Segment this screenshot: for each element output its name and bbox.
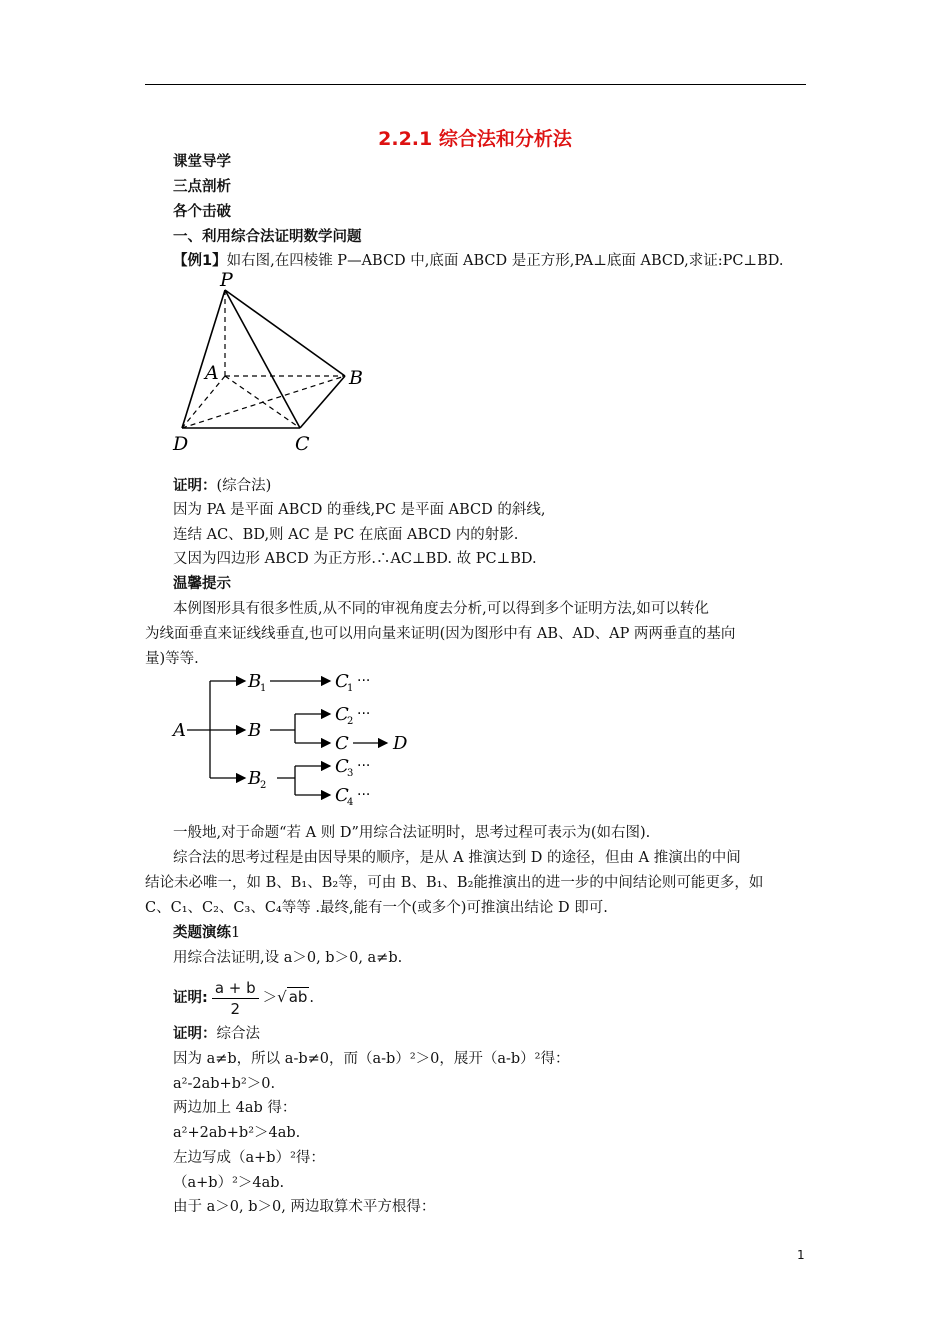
proof-line-3: 又因为四边形 ABCD 为正方形.∴AC⊥BD. 故 PC⊥BD. bbox=[173, 551, 537, 567]
flow-dots-4: ··· bbox=[357, 787, 371, 803]
flow-B: B bbox=[248, 720, 262, 741]
heading-breakthrough: 各个击破 bbox=[173, 204, 231, 220]
proof2-line-7: 由于 a＞0, b＞0, 两边取算术平方根得： bbox=[173, 1199, 436, 1215]
fraction-numerator: a + b bbox=[212, 978, 259, 999]
proof-line-2: 连结 AC、BD,则 AC 是 PC 在底面 ABCD 内的射影. bbox=[173, 527, 519, 543]
flow-C4-sub: 4 bbox=[347, 797, 354, 808]
proof-method: (综合法) bbox=[216, 478, 272, 494]
flow-dots-3: ··· bbox=[357, 758, 371, 774]
edge-PD bbox=[182, 290, 225, 428]
para-2-line-3: C、C₁、C₂、C₃、C₄等等 .最终,能有一个(或多个)可推演出结论 D 即可. bbox=[145, 900, 608, 916]
flow-A: A bbox=[173, 720, 186, 741]
flow-B2-sub: 2 bbox=[260, 780, 267, 791]
practice-heading bbox=[173, 923, 240, 943]
tip-line-3: 量)等等. bbox=[145, 651, 199, 667]
greater-than: ＞ bbox=[262, 990, 278, 1006]
flow-C: C bbox=[335, 733, 349, 754]
flow-B1: B bbox=[248, 671, 262, 692]
fraction bbox=[212, 978, 259, 1019]
period: . bbox=[309, 990, 315, 1006]
fraction-denominator: 2 bbox=[230, 999, 240, 1018]
label-D: D bbox=[173, 433, 189, 455]
proof2-line-1: 因为 a≠b，所以 a-b≠0，而（a-b）²＞0，展开（a-b）²得： bbox=[173, 1051, 570, 1067]
proof2-line-2: a²-2ab+b²＞0. bbox=[173, 1076, 276, 1092]
sqrt-argument: ab bbox=[288, 988, 308, 1006]
flow-C1-sub: 1 bbox=[347, 683, 354, 694]
section-heading: 一、利用综合法证明数学问题 bbox=[173, 229, 362, 245]
tip-heading: 温馨提示 bbox=[173, 576, 231, 592]
practice-number: 1 bbox=[231, 925, 241, 941]
square-root: √ ab bbox=[277, 988, 308, 1006]
flow-C2-sub: 2 bbox=[347, 716, 354, 727]
prove-label: 证明: bbox=[173, 990, 208, 1006]
flow-D: D bbox=[393, 733, 408, 754]
flow-C3-sub: 3 bbox=[347, 768, 354, 779]
proof2-line-6: （a+b）²＞4ab. bbox=[173, 1175, 285, 1191]
inequality-line bbox=[173, 975, 314, 1020]
proof-line-1: 因为 PA 是平面 ABCD 的垂线,PC 是平面 ABCD 的斜线, bbox=[173, 502, 546, 518]
pyramid-figure bbox=[165, 268, 385, 458]
proof2-heading bbox=[173, 1024, 260, 1044]
proof2-line-3: 两边加上 4ab 得： bbox=[173, 1100, 297, 1116]
heading-classroom: 课堂导学 bbox=[173, 154, 231, 170]
para-1: 一般地,对于命题“若 A 则 D”用综合法证明时，思考过程可表示为(如右图). bbox=[173, 825, 651, 841]
example-label: 【例1】 bbox=[173, 253, 227, 269]
flow-C3: C bbox=[335, 756, 349, 777]
proof-heading bbox=[173, 476, 271, 496]
tip-line-1: 本例图形具有很多性质,从不同的审视角度去分析,可以得到多个证明方法,如可以转化 bbox=[173, 601, 709, 617]
proof2-line-4: a²+2ab+b²＞4ab. bbox=[173, 1125, 301, 1141]
flow-diagram bbox=[165, 665, 425, 815]
edge-PC bbox=[225, 290, 300, 428]
edge-PB bbox=[225, 290, 345, 376]
para-2-line-2: 结论未必唯一，如 B、B₁、B₂等，可由 B、B₁、B₂能推演出的进一步的中间结论则可能更多，如 bbox=[145, 875, 764, 891]
header-rule bbox=[145, 84, 806, 85]
label-B: B bbox=[349, 367, 363, 389]
para-2-line-1: 综合法的思考过程是由因导果的顺序，是从 A 推演达到 D 的途径，但由 A 推演出的中间 bbox=[173, 850, 741, 866]
page-number: 1 bbox=[797, 1248, 805, 1262]
flow-C2: C bbox=[335, 704, 349, 725]
tip-line-2: 为线面垂直来证线线垂直,也可以用向量来证明(因为图形中有 AB、AD、AP 两两垂直的基向 bbox=[145, 626, 736, 642]
flow-C4: C bbox=[335, 785, 349, 806]
label-C: C bbox=[295, 433, 310, 455]
flow-dots-1: ··· bbox=[357, 673, 371, 689]
label-P: P bbox=[220, 269, 233, 291]
label-A: A bbox=[205, 362, 219, 384]
example-text: 如右图,在四棱锥 P—ABCD 中,底面 ABCD 是正方形,PA⊥底面 ABCD,求证:PC⊥BD. bbox=[226, 253, 784, 269]
proof2-method: 综合法 bbox=[216, 1026, 260, 1042]
proof2-label: 证明： bbox=[173, 1026, 217, 1042]
practice-title: 类题演练 bbox=[173, 925, 231, 941]
flow-dots-2: ··· bbox=[357, 706, 371, 722]
heading-analysis: 三点剖析 bbox=[173, 179, 231, 195]
proof-label: 证明： bbox=[173, 478, 217, 494]
page-title: 2.2.1 综合法和分析法 bbox=[378, 128, 572, 150]
flow-C1: C bbox=[335, 671, 349, 692]
flow-B2: B bbox=[248, 768, 262, 789]
proof2-line-5: 左边写成（a+b）²得： bbox=[173, 1150, 325, 1166]
practice-text: 用综合法证明,设 a＞0, b＞0, a≠b. bbox=[173, 950, 403, 966]
flow-B1-sub: 1 bbox=[260, 683, 267, 694]
